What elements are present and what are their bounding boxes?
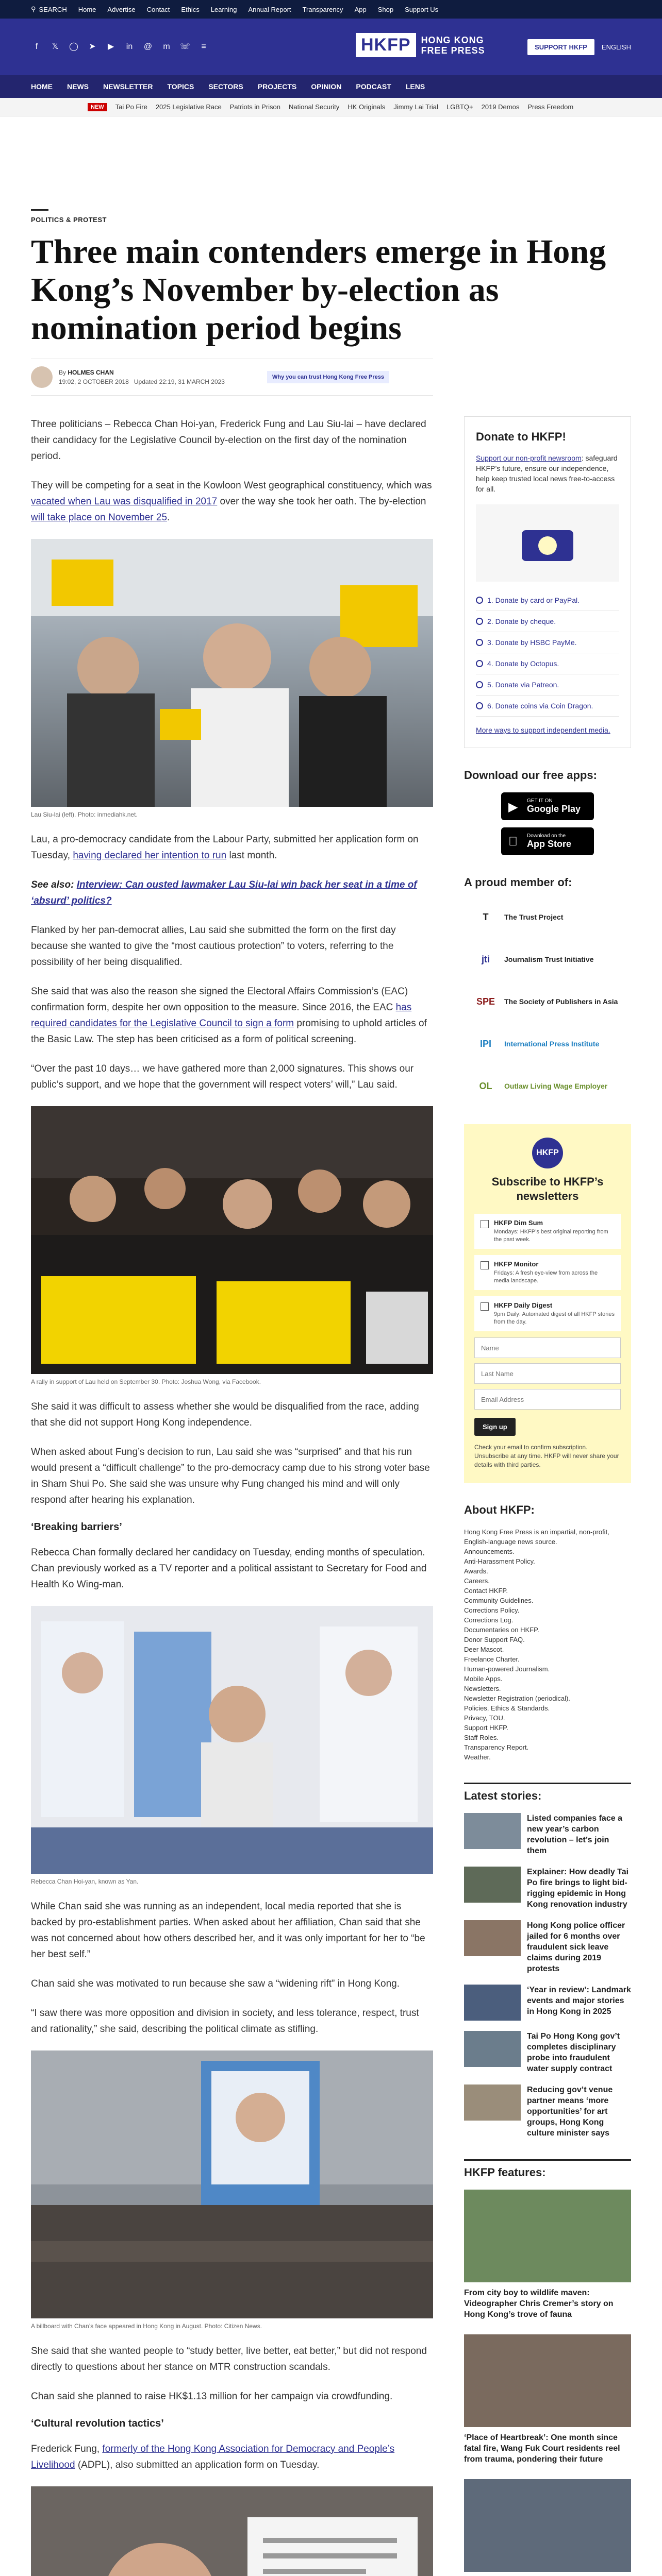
trending-link[interactable]: Press Freedom [527,103,574,111]
about-link[interactable]: Community Guidelines. [464,1597,534,1604]
facebook-icon[interactable]: f [35,42,38,51]
mastodon-icon[interactable]: m [163,42,170,51]
play-icon: ▶ [508,800,518,814]
member-ipi[interactable]: IPI International Press Institute [464,1026,631,1061]
trending-link[interactable]: 2019 Demos [481,103,520,111]
feature-image [464,2479,631,2572]
inline-link[interactable]: has required candidates for the Legislative Council to sign a form [31,1002,412,1029]
member-trust-project[interactable]: T The Trust Project [464,900,631,935]
about-link[interactable]: Privacy, TOU. [464,1714,505,1722]
donate-intro: Support our non-profit newsroom: safeguard HKFP’s future, ensure our independence, help keep trusted local news free-to-access for all. [476,454,618,493]
article-category[interactable]: POLITICS & PROTEST [31,209,631,224]
main-nav [0,75,662,98]
whatsapp-icon[interactable]: ☏ [179,42,190,51]
newsletter-option[interactable]: HKFP Monitor Fridays: A fresh eye-view from across the media landscape. [474,1255,621,1290]
nav-item-projects[interactable]: PROJECTS [257,82,297,91]
donate-option[interactable]: 6. Donate coins via Coin Dragon. [476,696,619,717]
sopa-icon: SPE [476,996,495,1007]
photo-billboard [31,2050,433,2318]
donate-tile[interactable] [476,504,619,582]
trust-link[interactable]: Why you can trust Hong Kong Free Press [267,371,389,383]
nav-item-topics[interactable]: TOPICS [167,82,194,91]
paragraph: “Over the past 10 days… we have gathered more than 2,000 signatures. This shows our public’s support, and we hope that the government will respect voters’ will,” Lau said. [31,1063,414,1090]
top-link-advertise[interactable]: Advertise [107,5,136,13]
donate-option[interactable]: 1. Donate by card or PayPal. [476,590,619,611]
story-thumbnail [464,1985,521,2021]
latest-story[interactable]: Hong Kong police officer jailed for 6 months over fraudulent sick leave claims during 2019 protests [464,1920,631,1974]
story-thumbnail [464,2084,521,2121]
top-link-app[interactable]: App [354,5,367,13]
support-hkfp-button[interactable]: SUPPORT HKFP [527,39,594,55]
feature-image [464,2190,631,2282]
about-link[interactable]: Newsletter Registration (periodical). [464,1694,570,1702]
story-thumbnail [464,1867,521,1903]
inline-link[interactable]: having declared her intention to run [73,850,227,861]
trending-link[interactable]: Patriots in Prison [229,103,280,111]
photo-rebecca-chan [31,1606,433,1874]
top-link-ethics[interactable]: Ethics [181,5,200,13]
search-icon: ⚲ [31,5,36,13]
latest-story[interactable]: Reducing gov’t venue partner means ‘more opportunities’ for art groups, Hong Kong culture minister says [464,2084,631,2139]
about-link[interactable]: Hong Kong Free Press is an impartial, non-profit, English-language news source. [464,1528,609,1546]
inline-link[interactable]: will take place on November 25 [31,512,168,523]
about-link[interactable]: Corrections Policy. [464,1606,520,1614]
newsletter-note: Check your email to confirm subscription. Unsubscribe at any time. HKFP will never share your details with third parties. [474,1444,619,1468]
donate-title: Donate to HKFP! [476,430,566,443]
threads-icon[interactable]: @ [143,42,153,51]
author-name[interactable]: HOLMES CHAN [68,369,114,376]
apps-title: Download our free apps: [464,769,597,782]
sidebar [464,416,631,2576]
paragraph: Lau, a pro-democracy candidate from the Labour Party, submitted her application form on Tuesday, having declared her intention to run last month. [31,834,419,861]
top-strip [0,0,662,19]
member-title: A proud member of: [464,876,572,889]
section-heading: ‘Cultural revolution tactics’ [31,2418,164,2429]
top-link-annual-report[interactable]: Annual Report [248,5,291,13]
paragraph: When asked about Fung’s decision to run, Lau said she was “surprised” and that his run would present a “difficult challenge” to the pro-democracy camp due to his strong voter base in Sham Shui Po. She said she was unsure why Fung changed his mind and will only respond after hearing his explanation. [31,1447,430,1505]
trending-link[interactable]: LGBTQ+ [446,103,473,111]
nav-item-lens[interactable]: LENS [405,82,425,91]
trending-bar [0,98,662,116]
trending-link[interactable]: Jimmy Lai Trial [393,103,438,111]
about-link[interactable]: Deer Mascot. [464,1646,504,1653]
latest-story[interactable]: ‘Year in review’: Landmark events and major stories in Hong Kong in 2025 [464,1985,631,2021]
living-wage-icon: OL [479,1080,492,1091]
trust-project-icon: T [483,911,489,922]
donate-option[interactable]: 3. Donate by HSBC PayMe. [476,632,619,653]
sign-up-button[interactable]: Sign up [474,1418,516,1436]
author-avatar [31,366,53,388]
about-link[interactable]: Policies, Ethics & Standards. [464,1704,550,1712]
paragraph: Chan said she planned to raise HK$1.13 million for her campaign via crowdfunding. [31,2391,393,2402]
nav-item-opinion[interactable]: OPINION [311,82,342,91]
donate-option[interactable]: 2. Donate by cheque. [476,611,619,632]
member-jti[interactable]: jti Journalism Trust Initiative [464,942,631,977]
about-link[interactable]: Donor Support FAQ. [464,1636,525,1643]
site-header [0,19,662,75]
features-title: HKFP features: [464,2159,631,2179]
instagram-icon[interactable]: ◯ [69,42,78,51]
latest-story[interactable]: Tai Po Hong Kong gov’t completes disciplinary probe into fraudulent water supply contract [464,2031,631,2074]
photo-caption: Rebecca Chan Hoi-yan, known as Yan. [31,1878,139,1885]
section-heading: ‘Breaking barriers’ [31,1521,122,1533]
see-also-link[interactable]: Interview: Can ousted lawmaker Lau Siu-lai win back her seat in a time of ‘absurd’ politics? [31,879,417,906]
paragraph: Frederick Fung, formerly of the Hong Kong Association for Democracy and People’s Livelihood (ADPL), also submitted an application form on Tuesday. [31,2444,395,2470]
latest-title: Latest stories: [464,1783,631,1803]
latest-story[interactable]: Listed companies face a new year’s carbon revolution – let’s join them [464,1813,631,1856]
member-sopa[interactable]: SPE The Society of Publishers in Asia [464,984,631,1019]
top-link-shop[interactable]: Shop [377,5,394,13]
see-also: See also: Interview: Can ousted lawmaker Lau Siu-lai win back her seat in a time of ‘absurd’ politics? [31,879,417,906]
story-thumbnail [464,1920,521,1956]
story-thumbnail [464,1813,521,1849]
donate-intro-link[interactable]: Support our non-profit newsroom [476,454,582,462]
last-name-field[interactable] [474,1363,621,1384]
donate-option[interactable]: 4. Donate by Octopus. [476,653,619,674]
paragraph: Three politicians – Rebecca Chan Hoi-yan, Frederick Fung and Lau Siu-lai – have declared their candidacy for the Legislative Council by-election on the first day of the nomination period. [31,419,426,462]
logo-mark: HKFP [356,33,416,57]
article-body [31,416,433,2576]
story-thumbnail [464,2031,521,2067]
top-link-transparency[interactable]: Transparency [302,5,343,13]
top-link-contact[interactable]: Contact [146,5,170,13]
donate-options [476,590,619,717]
donation-graphic [517,520,578,566]
search-button[interactable]: ⚲ SEARCH [31,5,67,13]
paragraph: Rebecca Chan formally declared her candidacy on Tuesday, ending months of speculation. Chan previously worked as a TV reporter and a political assistant to Secretary for Food and Health Ko Wing-man. [31,1547,427,1590]
feature-image [464,2334,631,2427]
nav-item-home[interactable]: HOME [31,82,53,91]
nav-item-news[interactable]: NEWS [67,82,89,91]
apple-icon [508,835,518,849]
paragraph: While Chan said she was running as an independent, local media reported that she is backed by pro-establishment parties. When asked about her affiliation, Chan said that she was not concerned about how others described her, and it was only important for her to “be her best self.” [31,1901,425,1960]
twitter-icon[interactable]: 𝕏 [52,42,59,51]
paragraph: She said that was also the reason she signed the Electoral Affairs Commission’s (EAC) confirmation form, despite her own opposition to the measure. Since 2016, the EAC has required candidates for the Legislative Council to sign a form promising to uphold articles of the Basic Law. The step has been criticised as a form of political screening. [31,986,427,1045]
inline-link[interactable]: vacated when Lau was disqualified in 2017 [31,496,218,507]
linkedin-icon[interactable]: in [126,42,133,51]
about-link[interactable]: Weather. [464,1753,491,1761]
top-link-home[interactable]: Home [78,5,96,13]
inline-link[interactable]: formerly of the Hong Kong Association for Democracy and People’s Livelihood [31,2444,395,2470]
about-link[interactable]: Corrections Log. [464,1616,514,1624]
paragraph: Chan said she was motivated to run because she saw a “widening rift” in Hong Kong. [31,1978,400,1989]
newsletter-logo: HKFP [532,1138,563,1168]
about-links [464,1527,631,1762]
trending-link[interactable]: HK Originals [347,103,386,111]
newsletter-box [464,1124,631,1483]
rss-icon[interactable]: ≡ [201,42,206,51]
byline: By HOLMES CHAN 19:02, 2 OCTOBER 2018 Updated 22:19, 31 MARCH 2023 Why you can trust Hong Kong Free Press [31,359,433,396]
about-link[interactable]: Freelance Charter. [464,1655,520,1663]
photo-frederick-fung [31,2486,433,2576]
feature-story[interactable] [464,2479,631,2576]
feature-story[interactable]: From city boy to wildlife maven: Videographer Chris Cremer’s story on Hong Kong’s trove of fauna [464,2190,631,2320]
paragraph: They will be competing for a seat in the Kowloon West geographical constituency, which was vacated when Lau was disqualified in 2017 over the way she took her oath. The by-election will take place on November 25. [31,480,432,523]
updated-date: Updated 22:19, 31 MARCH 2023 [134,378,225,385]
photo-rally-crowd [31,1106,433,1374]
checkbox[interactable] [481,1261,489,1269]
paragraph: She said it was difficult to assess whether she would be disqualified from the race, adding that she did not support Hong Kong independence. [31,1401,419,1428]
newsletter-option[interactable]: HKFP Daily Digest 9pm Daily: Automated digest of all HKFP stories from the day. [474,1296,621,1331]
photo-lau-rally [31,539,433,807]
about-link[interactable]: Contact HKFP. [464,1587,508,1595]
top-link-support[interactable]: Support Us [405,5,439,13]
app-store-button[interactable]: Download on the App Store [501,827,594,855]
about-link[interactable]: Newsletters. [464,1685,501,1692]
donate-box [464,416,631,748]
top-link-learning[interactable]: Learning [210,5,237,13]
paragraph: She said that she wanted people to “study better, live better, eat better,” but did not respond directly to questions about her stance on MTR construction scandals. [31,2346,427,2372]
article-headline: Three main contenders emerge in Hong Kong’s November by-election as nomination period begins [31,233,606,347]
publish-date: 19:02, 2 OCTOBER 2018 [59,378,129,385]
trending-link[interactable]: Tai Po Fire [115,103,147,111]
checkbox[interactable] [481,1220,489,1228]
paragraph: “I saw there was more opposition and division in society, and less tolerance, respect, trust and rationality,” she said, describing the political climate as stifling. [31,2008,419,2035]
latest-story[interactable]: Explainer: How deadly Tai Po fire brings to light bid-rigging epidemic in Hong Kong renovation industry [464,1867,631,1910]
about-title: About HKFP: [464,1503,535,1516]
newsletter-option[interactable]: HKFP Dim Sum Mondays: HKFP’s best original reporting from the past week. [474,1214,621,1249]
language-switch[interactable]: ENGLISH [601,43,631,51]
about-link[interactable]: Awards. [464,1567,488,1575]
email-field[interactable] [474,1389,621,1410]
logo-name: HONG KONG FREE PRESS [421,35,485,56]
about-link[interactable]: Staff Roles. [464,1734,499,1741]
name-field[interactable] [474,1337,621,1358]
site-logo[interactable] [356,33,485,57]
social-icons [31,41,209,53]
youtube-icon[interactable]: ▶ [107,42,114,51]
donate-more-link[interactable]: More ways to support independent media. [476,726,610,734]
photo-caption: Lau Siu-lai (left). Photo: inmediahk.net. [31,811,138,818]
feature-story[interactable]: ‘Place of Heartbreak’: One month since fatal fire, Wang Fuk Court residents reel from trauma, pondering their future [464,2334,631,2465]
about-link[interactable]: Careers. [464,1577,490,1585]
photo-caption: A rally in support of Lau held on September 30. Photo: Joshua Wong, via Facebook. [31,1378,261,1385]
photo-caption: A billboard with Chan’s face appeared in Hong Kong in August. Photo: Citizen News. [31,2323,262,2330]
about-link[interactable]: Human-powered Journalism. [464,1665,550,1673]
new-badge: NEW [88,103,107,111]
about-link[interactable]: Anti-Harassment Policy. [464,1557,535,1565]
about-link[interactable]: Transparency Report. [464,1743,529,1751]
paragraph: Flanked by her pan-democrat allies, Lau said she submitted the form on the first day because she wanted to give the “most cautious protection” to voters, referring to the possibility of her being disqualified. [31,925,396,968]
nav-item-sectors[interactable]: SECTORS [208,82,243,91]
about-link[interactable]: Support HKFP. [464,1724,508,1732]
about-link[interactable]: Mobile Apps. [464,1675,503,1683]
donate-option[interactable]: 5. Donate via Patreon. [476,674,619,696]
about-link[interactable]: Documentaries on HKFP. [464,1626,539,1634]
google-play-button[interactable]: ▶ GET IT ON Google Play [501,792,594,820]
checkbox[interactable] [481,1302,489,1311]
nav-item-podcast[interactable]: PODCAST [356,82,391,91]
trending-link[interactable]: 2025 Legislative Race [155,103,222,111]
ipi-icon: IPI [479,1038,491,1049]
member-living-wage[interactable]: OL Outlaw Living Wage Employer [464,1069,631,1104]
telegram-icon[interactable]: ➤ [89,42,96,51]
category-bar [31,209,48,211]
jti-icon: jti [482,954,490,964]
nav-item-newsletter[interactable]: NEWSLETTER [103,82,153,91]
about-link[interactable]: Announcements. [464,1548,515,1555]
trending-link[interactable]: National Security [289,103,340,111]
newsletter-title: Subscribe to HKFP’s newsletters [491,1175,604,1202]
